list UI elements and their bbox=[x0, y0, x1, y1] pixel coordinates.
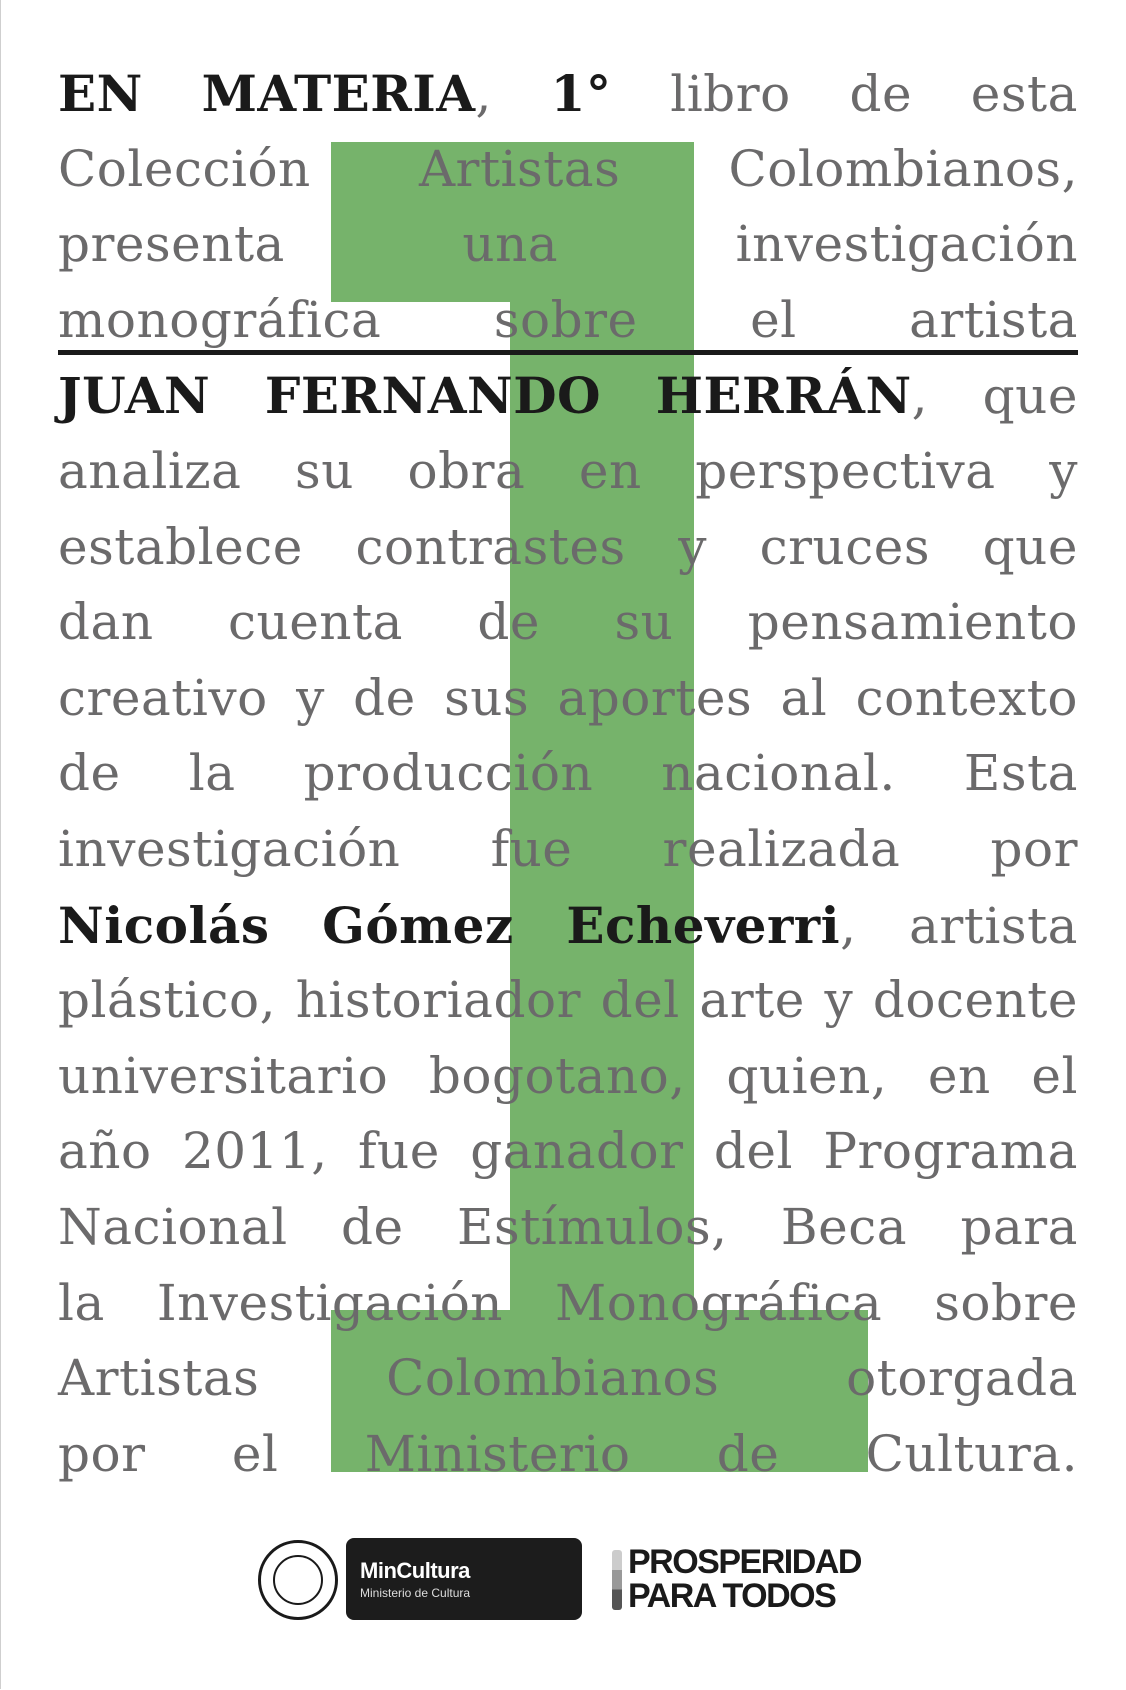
word: la bbox=[58, 1273, 105, 1332]
paragraph-word bbox=[699, 963, 804, 1039]
paragraph-word bbox=[983, 510, 1078, 586]
prosperidad-logo bbox=[612, 1544, 892, 1616]
paragraph-line bbox=[58, 132, 1078, 208]
paragraph-word bbox=[58, 56, 143, 133]
word: contrastes bbox=[355, 517, 626, 576]
word: realizada bbox=[662, 819, 901, 878]
paragraph-word bbox=[58, 1266, 105, 1342]
paragraph-word bbox=[601, 963, 680, 1039]
mincultura-logo bbox=[346, 1538, 582, 1620]
paragraph-word bbox=[866, 1417, 1078, 1493]
word: cuenta bbox=[228, 593, 403, 652]
paragraph-line bbox=[58, 1341, 1078, 1417]
paragraph-word bbox=[228, 585, 403, 661]
word: Programa bbox=[823, 1122, 1078, 1181]
paragraph-word bbox=[760, 510, 930, 586]
bold-word: 1° bbox=[550, 64, 612, 123]
paragraph-word bbox=[58, 132, 311, 208]
word: Colombianos, bbox=[728, 139, 1078, 198]
paragraph-word bbox=[444, 661, 529, 737]
paragraph-word bbox=[909, 889, 1078, 965]
word: establece bbox=[58, 517, 303, 576]
paragraph-word bbox=[934, 1266, 1078, 1342]
word: quien, bbox=[726, 1046, 888, 1105]
paragraph-line bbox=[58, 1266, 1078, 1342]
word: su bbox=[295, 441, 354, 500]
word: dan bbox=[58, 593, 154, 652]
bold-word: HERRÁN bbox=[655, 366, 912, 426]
paragraph-line bbox=[58, 434, 1078, 510]
paragraph-line bbox=[58, 510, 1078, 586]
paragraph-word bbox=[555, 1266, 882, 1342]
paragraph-word bbox=[748, 585, 1078, 661]
paragraph-word bbox=[726, 1039, 887, 1115]
word: aportes bbox=[557, 668, 753, 727]
word: perspectiva bbox=[695, 441, 996, 500]
paragraph-word bbox=[964, 736, 1078, 812]
paragraph-word bbox=[341, 1190, 404, 1266]
paragraph-word bbox=[182, 1114, 328, 1190]
paragraph-word bbox=[419, 132, 620, 208]
word: Estímulos, bbox=[457, 1197, 728, 1256]
paragraph-word bbox=[58, 1341, 259, 1417]
paragraph-word bbox=[909, 283, 1078, 359]
word: ganador bbox=[470, 1122, 684, 1181]
paragraph-word bbox=[58, 1417, 146, 1493]
word: fue bbox=[490, 819, 573, 878]
word: sobre bbox=[493, 290, 638, 349]
paragraph-word bbox=[579, 434, 642, 510]
paragraph-word bbox=[386, 1341, 719, 1417]
paragraph-line bbox=[58, 358, 1078, 434]
word: Artistas bbox=[58, 1349, 260, 1408]
word: , bbox=[475, 65, 492, 123]
paragraph-word bbox=[736, 207, 1078, 283]
word: docente bbox=[872, 971, 1078, 1030]
mincultura-subtitle: Ministerio de Cultura bbox=[360, 1586, 471, 1600]
word: Colombianos bbox=[386, 1349, 720, 1408]
description-paragraph bbox=[58, 56, 1078, 1492]
word: obra bbox=[407, 441, 526, 500]
paragraph-word bbox=[960, 1190, 1078, 1266]
word: por bbox=[990, 819, 1078, 878]
prosperidad-bar-icon bbox=[612, 1550, 622, 1610]
word: y bbox=[824, 971, 854, 1030]
paragraph-line bbox=[58, 283, 1078, 359]
word: Beca bbox=[780, 1197, 908, 1256]
paragraph-word bbox=[58, 661, 268, 737]
paragraph-line bbox=[58, 736, 1078, 812]
paragraph-word bbox=[265, 358, 601, 435]
prosperidad-line1: PROSPERIDAD bbox=[628, 1543, 861, 1581]
mincultura-title: MinCultura bbox=[360, 1558, 470, 1583]
word: libro bbox=[670, 65, 791, 123]
bold-word: EN bbox=[58, 64, 143, 123]
paragraph-line bbox=[58, 1039, 1078, 1115]
word: al bbox=[780, 668, 828, 727]
paragraph-line bbox=[58, 1190, 1078, 1266]
paragraph-word bbox=[355, 510, 625, 586]
word: Colección bbox=[58, 139, 311, 198]
colombia-seal-logo bbox=[258, 1540, 338, 1620]
paragraph-word bbox=[856, 661, 1078, 737]
paragraph-word bbox=[557, 661, 752, 737]
bold-word: FERNANDO bbox=[264, 366, 602, 426]
word: contexto bbox=[855, 668, 1078, 727]
word: y bbox=[678, 517, 707, 576]
word: pensamiento bbox=[747, 593, 1078, 652]
word: en bbox=[927, 1046, 991, 1105]
paragraph-word bbox=[429, 1039, 686, 1115]
word: que bbox=[982, 517, 1078, 576]
word: y bbox=[296, 668, 325, 727]
paragraph-word bbox=[566, 888, 856, 965]
paragraph-word bbox=[678, 510, 707, 586]
word: del bbox=[713, 1122, 794, 1181]
paragraph-word bbox=[58, 736, 121, 812]
paragraph-word bbox=[656, 358, 928, 435]
word: el bbox=[1031, 1046, 1078, 1105]
paragraph-word bbox=[928, 1039, 991, 1115]
word: , bbox=[911, 367, 929, 426]
paragraph-word bbox=[58, 1190, 288, 1266]
paragraph-word bbox=[781, 1190, 907, 1266]
word: producción bbox=[303, 744, 594, 803]
paragraph-line bbox=[58, 1114, 1078, 1190]
word: la bbox=[188, 744, 236, 803]
paragraph-word bbox=[1031, 1039, 1078, 1115]
paragraph-word bbox=[491, 812, 573, 888]
paragraph-word bbox=[663, 812, 901, 888]
word: Ministerio bbox=[364, 1424, 631, 1483]
paragraph-word bbox=[728, 132, 1078, 208]
paragraph-word bbox=[58, 434, 241, 510]
bold-word: JUAN bbox=[58, 366, 211, 426]
word: otorgada bbox=[846, 1349, 1078, 1408]
paragraph-word bbox=[695, 434, 995, 510]
paragraph-word bbox=[358, 1114, 440, 1190]
word: Investigación bbox=[156, 1273, 503, 1332]
word: presenta bbox=[58, 215, 285, 274]
paragraph-word bbox=[470, 1114, 683, 1190]
word: Monográfica bbox=[555, 1273, 883, 1332]
paragraph-word bbox=[58, 963, 276, 1039]
word: del bbox=[600, 971, 680, 1030]
paragraph-word bbox=[494, 283, 638, 359]
paragraph-word bbox=[780, 661, 827, 737]
word: Artistas bbox=[418, 139, 621, 198]
paragraph-word bbox=[58, 1114, 152, 1190]
paragraph-word bbox=[614, 585, 673, 661]
word: arte bbox=[699, 971, 805, 1030]
paragraph-word bbox=[717, 1417, 780, 1493]
paragraph-word bbox=[58, 585, 154, 661]
word: historiador bbox=[295, 971, 581, 1030]
paragraph-word bbox=[983, 359, 1078, 435]
paragraph-line bbox=[58, 888, 1078, 964]
paragraph-line bbox=[58, 661, 1078, 737]
paragraph-word bbox=[714, 1114, 793, 1190]
word: su bbox=[614, 593, 674, 652]
word: monográfica bbox=[58, 290, 382, 349]
word: que bbox=[982, 367, 1078, 426]
word: creativo bbox=[58, 668, 268, 727]
word: analiza bbox=[58, 441, 242, 500]
paragraph-word bbox=[750, 283, 797, 359]
word: investigación bbox=[735, 215, 1078, 274]
paragraph-word bbox=[58, 888, 270, 965]
paragraph-word bbox=[58, 358, 210, 435]
paragraph-word bbox=[189, 736, 236, 812]
word: de bbox=[849, 65, 913, 123]
prosperidad-line2: PARA TODOS bbox=[628, 1577, 836, 1615]
word: el bbox=[231, 1424, 279, 1483]
word: año bbox=[58, 1122, 152, 1181]
paragraph-word bbox=[849, 57, 912, 133]
paragraph-word bbox=[157, 1266, 503, 1342]
word: de bbox=[341, 1197, 404, 1256]
paragraph-word bbox=[551, 56, 612, 133]
bold-word: Nicolás bbox=[58, 895, 270, 955]
word: cruces bbox=[759, 517, 930, 576]
paragraph-word bbox=[58, 283, 381, 359]
paragraph-word bbox=[365, 1417, 631, 1493]
paragraph-word bbox=[1049, 434, 1078, 510]
word: , bbox=[840, 896, 857, 955]
word: Nacional bbox=[58, 1197, 288, 1256]
bold-word: Gómez bbox=[322, 895, 514, 955]
paragraph-word bbox=[296, 963, 581, 1039]
paragraph-word bbox=[846, 1341, 1078, 1417]
bold-word: MATERIA bbox=[201, 64, 476, 123]
word: fue bbox=[358, 1122, 440, 1181]
paragraph-word bbox=[477, 585, 540, 661]
paragraph-word bbox=[407, 434, 525, 510]
word: para bbox=[960, 1197, 1078, 1256]
paragraph-word bbox=[232, 1417, 279, 1493]
paragraph-line bbox=[58, 585, 1078, 661]
word: universitario bbox=[58, 1046, 389, 1105]
paragraph-word bbox=[661, 736, 896, 812]
word: investigación bbox=[58, 819, 401, 878]
paragraph-line bbox=[58, 963, 1078, 1039]
word: artista bbox=[909, 290, 1078, 349]
bold-word: Echeverri bbox=[566, 895, 841, 955]
paragraph-word bbox=[873, 963, 1078, 1039]
paragraph-line bbox=[58, 56, 1078, 132]
paragraph-word bbox=[353, 661, 416, 737]
word: una bbox=[462, 215, 559, 274]
word: plástico, bbox=[58, 971, 277, 1030]
logo-strip bbox=[0, 1530, 1126, 1630]
paragraph-word bbox=[457, 1190, 728, 1266]
word: el bbox=[750, 290, 797, 349]
paragraph-word bbox=[202, 56, 492, 133]
paragraph-word bbox=[58, 207, 285, 283]
word: por bbox=[58, 1424, 146, 1483]
word: sus bbox=[444, 668, 530, 727]
paragraph-word bbox=[58, 510, 303, 586]
paragraph-line bbox=[58, 1417, 1078, 1493]
word: nacional. bbox=[661, 744, 896, 803]
word: Cultura. bbox=[865, 1424, 1078, 1483]
word: de bbox=[716, 1424, 780, 1483]
paragraph-word bbox=[296, 661, 325, 737]
word: esta bbox=[970, 65, 1078, 123]
word: en bbox=[578, 441, 642, 500]
word: y bbox=[1049, 441, 1078, 500]
paragraph-word bbox=[58, 812, 400, 888]
word: de bbox=[58, 744, 121, 803]
word: de bbox=[477, 593, 540, 652]
word: de bbox=[353, 668, 416, 727]
paragraph-word bbox=[462, 207, 558, 283]
word: sobre bbox=[934, 1273, 1078, 1332]
word: bogotano, bbox=[428, 1046, 686, 1105]
paragraph-word bbox=[971, 57, 1078, 133]
paragraph-line bbox=[58, 812, 1078, 888]
paragraph-word bbox=[295, 434, 354, 510]
word: 2011, bbox=[182, 1122, 328, 1181]
paragraph-word bbox=[322, 888, 514, 965]
paragraph-line bbox=[58, 207, 1078, 283]
paragraph-word bbox=[304, 736, 594, 812]
paragraph-word bbox=[824, 963, 853, 1039]
paragraph-word bbox=[58, 1039, 388, 1115]
paragraph-word bbox=[670, 57, 791, 133]
seal-shield-icon bbox=[273, 1555, 323, 1605]
word: artista bbox=[909, 896, 1078, 955]
word: Esta bbox=[963, 744, 1078, 803]
paragraph-word bbox=[990, 812, 1078, 888]
paragraph-word bbox=[823, 1114, 1078, 1190]
